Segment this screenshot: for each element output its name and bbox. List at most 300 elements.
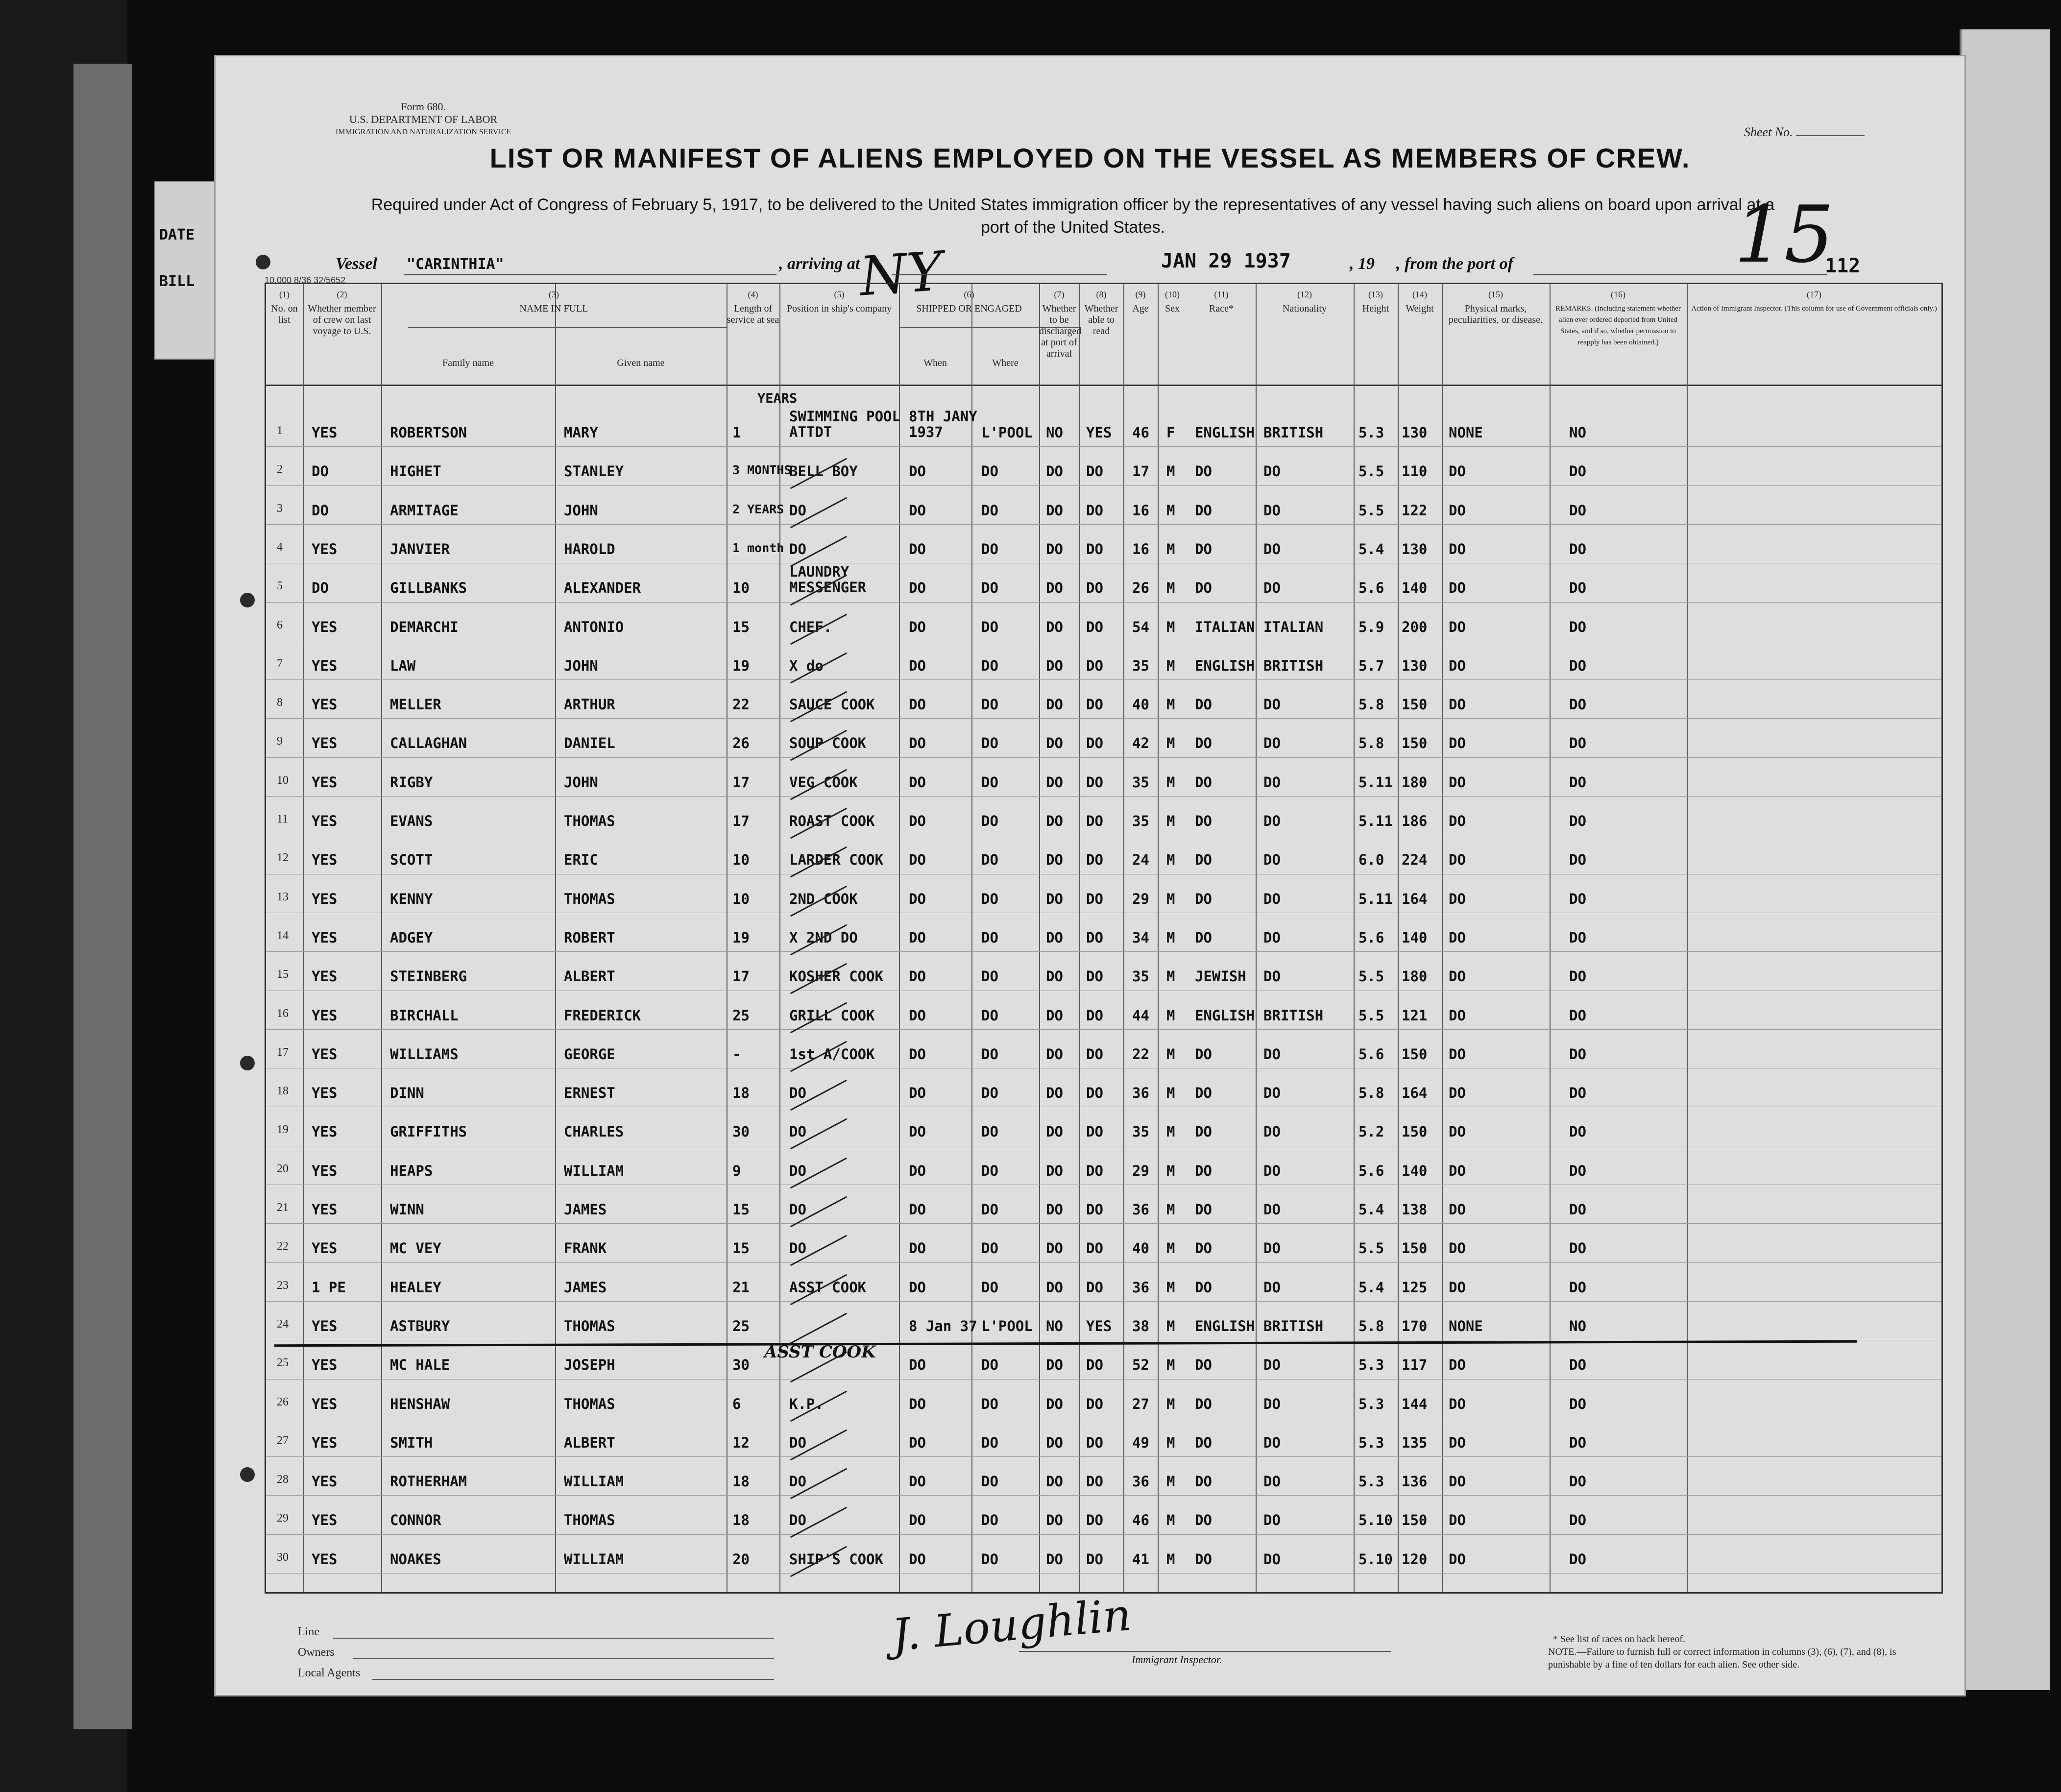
cell-nationality: DO: [1263, 502, 1281, 519]
cell-remarks: NO: [1569, 1317, 1586, 1334]
sheet-label: Sheet No.: [1744, 125, 1793, 139]
cell-sex: M: [1166, 1007, 1175, 1024]
cell-remarks: DO: [1569, 1162, 1586, 1179]
cell-when: DO: [909, 540, 926, 557]
cell-no: 1: [277, 424, 283, 437]
cell-race: DO: [1195, 1240, 1212, 1257]
cell-read: DO: [1086, 929, 1103, 946]
cell-race: DO: [1195, 851, 1212, 869]
cell-remarks: DO: [1569, 1395, 1586, 1412]
cell-no: 7: [277, 657, 283, 670]
cell-age: 34: [1132, 929, 1149, 946]
cell-no: 4: [277, 540, 283, 554]
cell-family: SMITH: [390, 1434, 433, 1451]
cell-where: DO: [981, 851, 998, 869]
cell-race: DO: [1195, 735, 1212, 752]
department-name: U.S. DEPARTMENT OF LABOR: [349, 113, 498, 125]
cell-family: ROBERTSON: [390, 424, 467, 441]
form-number: Form 680.: [401, 100, 446, 113]
cell-discharged: NO: [1046, 1317, 1063, 1334]
vessel-name: "CARINTHIA": [407, 256, 504, 273]
cell-position: DO: [789, 1123, 806, 1140]
cell-marks: DO: [1449, 1395, 1466, 1412]
cell-height: 5.4: [1358, 1201, 1384, 1218]
cell-weight: 164: [1402, 890, 1428, 907]
cell-read: DO: [1086, 1512, 1103, 1529]
column-header-4: [727, 289, 779, 326]
service-name: IMMIGRATION AND NATURALIZATION SERVICE: [336, 128, 511, 136]
cell-member: DO: [312, 502, 329, 519]
cell-when: DO: [909, 1434, 926, 1451]
cell-given: THOMAS: [564, 1512, 615, 1529]
cell-sex: M: [1166, 1279, 1175, 1296]
cell-service: 20: [732, 1550, 750, 1568]
cell-where: DO: [981, 735, 998, 752]
cell-where: DO: [981, 1123, 998, 1140]
cell-position: DO: [789, 1201, 806, 1218]
column-line: [1354, 284, 1355, 1592]
column-number: (16): [1611, 290, 1625, 299]
cell-where: DO: [981, 1356, 998, 1374]
cell-age: 52: [1132, 1356, 1149, 1374]
cell-service: 17: [732, 813, 750, 829]
cell-member: YES: [312, 1512, 338, 1529]
cell-height: 5.3: [1358, 1395, 1384, 1412]
cell-sex: M: [1166, 1240, 1175, 1257]
cell-service: 19: [732, 929, 750, 946]
cell-member: YES: [312, 1007, 338, 1024]
cell-height: 5.3: [1358, 1356, 1384, 1374]
cell-service: 30: [732, 1123, 750, 1140]
cell-service: 10: [732, 851, 750, 869]
cell-remarks: DO: [1569, 1473, 1586, 1490]
port-underline: [1533, 274, 1827, 275]
cell-nationality: DO: [1263, 813, 1281, 829]
cell-where: DO: [981, 1279, 998, 1296]
column-header-9: [1123, 289, 1158, 315]
cell-when: 8TH JANY 1937: [909, 408, 977, 440]
cell-member: YES: [312, 424, 338, 441]
cell-member: YES: [312, 657, 338, 674]
cell-when: DO: [909, 1550, 926, 1568]
cell-race: DO: [1195, 929, 1212, 946]
cell-sex: M: [1166, 1356, 1175, 1374]
cell-service: 1: [732, 424, 741, 441]
row-line: [266, 718, 1941, 719]
cell-weight: 120: [1402, 1550, 1428, 1568]
cell-nationality: DO: [1263, 540, 1281, 557]
cell-where: DO: [981, 696, 998, 713]
cell-remarks: DO: [1569, 657, 1586, 674]
cell-height: 6.0: [1358, 851, 1384, 869]
cell-sex: M: [1166, 1550, 1175, 1568]
column-label: NAME IN FULL: [519, 303, 588, 314]
column-label: Sex: [1165, 303, 1180, 314]
cell-marks: DO: [1449, 735, 1466, 752]
cell-weight: 150: [1402, 1512, 1428, 1529]
cell-sex: M: [1166, 502, 1175, 519]
column-subheader: Given name: [617, 358, 665, 368]
cell-no: 14: [277, 929, 289, 942]
punch-hole: [256, 255, 270, 269]
cell-marks: DO: [1449, 1201, 1466, 1218]
cell-sex: M: [1166, 735, 1175, 752]
cell-where: DO: [981, 1434, 998, 1451]
cell-where: L'POOL: [981, 1317, 1033, 1334]
cell-sex: M: [1166, 1045, 1175, 1063]
cell-sex: M: [1166, 774, 1175, 791]
cell-nationality: DO: [1263, 1045, 1281, 1063]
cell-read: DO: [1086, 1240, 1103, 1257]
row-line: [266, 485, 1941, 486]
cell-weight: 125: [1402, 1279, 1428, 1296]
cell-where: DO: [981, 502, 998, 519]
cell-age: 16: [1132, 540, 1149, 557]
cell-family: WINN: [390, 1201, 424, 1218]
cell-height: 5.5: [1358, 1240, 1384, 1257]
cell-when: DO: [909, 1512, 926, 1529]
cell-no: 12: [277, 851, 289, 865]
side-label-bill: BILL: [159, 273, 195, 290]
cell-given: ERIC: [564, 851, 598, 869]
cell-age: 36: [1132, 1085, 1149, 1102]
cell-marks: DO: [1449, 1279, 1466, 1296]
cell-weight: 121: [1402, 1007, 1428, 1024]
column-label: Action of Immigrant Inspector. (This column for use of Government officials only.): [1691, 305, 1937, 313]
cell-weight: 122: [1402, 502, 1428, 519]
cell-service: -: [732, 1045, 741, 1063]
cell-no: 26: [277, 1395, 289, 1408]
note-text: NOTE.—Failure to furnish full or correct information in columns (3), (6), (7), and (8), is punishable by a fine of ten dollars for each alien. See other side.: [1548, 1647, 1896, 1670]
cell-member: YES: [312, 1473, 338, 1490]
cell-race: DO: [1195, 463, 1212, 480]
column-header-3: [381, 289, 727, 315]
cell-remarks: DO: [1569, 1434, 1586, 1451]
cell-family: DEMARCHI: [390, 618, 459, 635]
cell-nationality: DO: [1263, 851, 1281, 869]
cell-discharged: DO: [1046, 502, 1063, 519]
cell-discharged: DO: [1046, 1123, 1063, 1140]
cell-nationality: DO: [1263, 1279, 1281, 1296]
cell-weight: 138: [1402, 1201, 1428, 1218]
column-header-14: [1398, 289, 1442, 315]
cell-nationality: DO: [1263, 1201, 1281, 1218]
cell-remarks: DO: [1569, 1045, 1586, 1063]
cell-service: 18: [732, 1085, 750, 1102]
cell-read: DO: [1086, 1395, 1103, 1412]
cell-race: DO: [1195, 813, 1212, 829]
cell-discharged: DO: [1046, 1162, 1063, 1179]
punch-hole: [240, 1056, 255, 1070]
column-header-15: [1442, 289, 1550, 326]
cell-discharged: DO: [1046, 1007, 1063, 1024]
cell-height: 5.10: [1358, 1512, 1393, 1529]
column-number: (10): [1165, 290, 1180, 299]
cell-weight: 117: [1402, 1356, 1428, 1374]
cell-remarks: DO: [1569, 696, 1586, 713]
cell-height: 5.10: [1358, 1550, 1393, 1568]
cell-service: 2 YEARS: [732, 502, 784, 516]
cell-member: YES: [312, 1356, 338, 1374]
cell-height: 5.4: [1358, 1279, 1384, 1296]
cell-race: DO: [1195, 540, 1212, 557]
cell-height: 5.6: [1358, 1045, 1384, 1063]
cell-discharged: DO: [1046, 1085, 1063, 1102]
cell-given: CHARLES: [564, 1123, 624, 1140]
arriving-label: , arriving at: [779, 255, 860, 273]
cell-remarks: NO: [1569, 424, 1586, 441]
cell-age: 49: [1132, 1434, 1149, 1451]
cell-where: DO: [981, 1201, 998, 1218]
line-underline: [333, 1638, 774, 1639]
cell-when: DO: [909, 813, 926, 829]
cell-weight: 150: [1402, 1123, 1428, 1140]
cell-weight: 224: [1402, 851, 1428, 869]
cell-weight: 150: [1402, 696, 1428, 713]
cell-read: DO: [1086, 1279, 1103, 1296]
cell-given: THOMAS: [564, 1395, 615, 1412]
cell-age: 35: [1132, 774, 1149, 791]
cell-race: DO: [1195, 1512, 1212, 1529]
cell-no: 16: [277, 1007, 289, 1020]
cell-where: DO: [981, 1162, 998, 1179]
years-label: YEARS: [757, 391, 798, 406]
cell-service: 25: [732, 1317, 750, 1334]
cell-sex: M: [1166, 1317, 1175, 1334]
cell-marks: NONE: [1449, 1317, 1483, 1334]
cell-height: 5.7: [1358, 657, 1384, 674]
cell-remarks: DO: [1569, 502, 1586, 519]
cell-position: X 2ND DO: [789, 929, 858, 946]
cell-height: 5.8: [1358, 696, 1384, 713]
cell-height: 5.5: [1358, 502, 1384, 519]
cell-remarks: DO: [1569, 1550, 1586, 1568]
cell-when: DO: [909, 580, 926, 597]
cell-read: DO: [1086, 1201, 1103, 1218]
cell-position: GRILL COOK: [789, 1007, 875, 1024]
column-label: Age: [1132, 303, 1149, 314]
cell-when: DO: [909, 1045, 926, 1063]
cell-where: DO: [981, 774, 998, 791]
cell-no: 9: [277, 735, 283, 748]
cell-age: 40: [1132, 696, 1149, 713]
cell-given: HAROLD: [564, 540, 615, 557]
cell-race: ITALIAN: [1195, 618, 1255, 635]
cell-nationality: DO: [1263, 929, 1281, 946]
cell-age: 46: [1132, 1512, 1149, 1529]
cell-remarks: DO: [1569, 1240, 1586, 1257]
cell-nationality: DO: [1263, 1434, 1281, 1451]
cell-family: DINN: [390, 1085, 424, 1102]
cell-discharged: DO: [1046, 735, 1063, 752]
cell-member: YES: [312, 1395, 338, 1412]
cell-family: WILLIAMS: [390, 1045, 459, 1063]
cell-when: DO: [909, 1201, 926, 1218]
cell-remarks: DO: [1569, 774, 1586, 791]
row-line: [266, 1534, 1941, 1535]
cell-height: 5.9: [1358, 618, 1384, 635]
cell-weight: 130: [1402, 540, 1428, 557]
cell-family: LAW: [390, 657, 416, 674]
cell-position: DO: [789, 1162, 806, 1179]
owners-label: Owners: [298, 1646, 335, 1659]
cell-given: ALBERT: [564, 1434, 615, 1451]
column-number: (1): [279, 290, 290, 299]
cell-race: DO: [1195, 1123, 1212, 1140]
cell-race: DO: [1195, 1085, 1212, 1102]
cell-nationality: DO: [1263, 968, 1281, 985]
cell-height: 5.11: [1358, 813, 1393, 829]
cell-race: JEWISH: [1195, 968, 1246, 985]
cell-race: DO: [1195, 1201, 1212, 1218]
cell-marks: DO: [1449, 1085, 1466, 1102]
cell-nationality: DO: [1263, 1550, 1281, 1568]
sheet-number: [1744, 125, 1865, 140]
column-line: [1256, 284, 1257, 1592]
cell-height: 5.5: [1358, 463, 1384, 480]
column-header-2: [303, 289, 381, 337]
cell-service: 10: [732, 890, 750, 907]
cell-service: 15: [732, 1240, 750, 1257]
arrival-date-stamp: JAN 29 1937: [1161, 250, 1291, 272]
cell-age: 35: [1132, 657, 1149, 674]
line-label: Line: [298, 1625, 319, 1638]
column-line: [971, 284, 972, 1592]
cell-discharged: DO: [1046, 540, 1063, 557]
cell-position: VEG COOK: [789, 774, 858, 791]
row-line: [266, 1223, 1941, 1224]
cell-no: 3: [277, 502, 283, 515]
cell-remarks: DO: [1569, 1007, 1586, 1024]
cell-given: STANLEY: [564, 463, 624, 480]
cell-read: DO: [1086, 851, 1103, 869]
cell-race: DO: [1195, 1473, 1212, 1490]
column-number: (13): [1368, 290, 1383, 299]
column-label: Whether to be discharged at port of arrival: [1039, 303, 1082, 359]
cell-where: DO: [981, 1240, 998, 1257]
cell-race: ENGLISH: [1195, 424, 1255, 441]
cell-discharged: NO: [1046, 424, 1063, 441]
cell-age: 38: [1132, 1317, 1149, 1334]
row-line: [266, 679, 1941, 680]
cell-given: MARY: [564, 424, 598, 441]
cell-member: YES: [312, 1201, 338, 1218]
cell-discharged: DO: [1046, 1279, 1063, 1296]
cell-discharged: DO: [1046, 618, 1063, 635]
cell-position: K.P.: [789, 1395, 824, 1412]
cell-no: 19: [277, 1123, 289, 1137]
cell-read: DO: [1086, 1123, 1103, 1140]
cell-race: DO: [1195, 1045, 1212, 1063]
cell-read: DO: [1086, 580, 1103, 597]
cell-family: JANVIER: [390, 540, 450, 557]
cell-nationality: ITALIAN: [1263, 618, 1324, 635]
cell-discharged: DO: [1046, 1395, 1063, 1412]
column-label: Whether able to read: [1084, 303, 1118, 337]
cell-given: WILLIAM: [564, 1162, 624, 1179]
cell-no: 22: [277, 1240, 289, 1253]
cell-height: 5.2: [1358, 1123, 1384, 1140]
cell-race: ENGLISH: [1195, 657, 1255, 674]
cell-sex: M: [1166, 657, 1175, 674]
cell-race: DO: [1195, 890, 1212, 907]
cell-member: YES: [312, 618, 338, 635]
cell-member: YES: [312, 1162, 338, 1179]
cell-remarks: DO: [1569, 1085, 1586, 1102]
cell-age: 46: [1132, 424, 1149, 441]
cell-service: 18: [732, 1512, 750, 1529]
cell-service: 6: [732, 1395, 741, 1412]
cell-marks: DO: [1449, 968, 1466, 985]
cell-weight: 130: [1402, 657, 1428, 674]
cell-member: YES: [312, 1434, 338, 1451]
cell-race: DO: [1195, 580, 1212, 597]
cell-family: ARMITAGE: [390, 502, 459, 519]
cell-remarks: DO: [1569, 540, 1586, 557]
row-line: [266, 602, 1941, 603]
cell-nationality: BRITISH: [1263, 424, 1324, 441]
cell-given: ARTHUR: [564, 696, 615, 713]
cell-weight: 180: [1402, 774, 1428, 791]
column-header-13: [1354, 289, 1398, 315]
cell-member: YES: [312, 1123, 338, 1140]
cell-read: DO: [1086, 1162, 1103, 1179]
cell-where: DO: [981, 1395, 998, 1412]
owners-underline: [353, 1658, 774, 1659]
cell-family: HENSHAW: [390, 1395, 450, 1412]
cell-age: 36: [1132, 1279, 1149, 1296]
cell-race: DO: [1195, 696, 1212, 713]
cell-no: 13: [277, 890, 289, 903]
cell-service: 15: [732, 618, 750, 635]
cell-member: YES: [312, 1085, 338, 1102]
cell-service: 9: [732, 1162, 741, 1179]
cell-given: JOHN: [564, 502, 598, 519]
cell-nationality: DO: [1263, 1512, 1281, 1529]
form-identifier: [336, 100, 511, 139]
cell-age: 24: [1132, 851, 1149, 869]
cell-height: 5.11: [1358, 890, 1393, 907]
column-header-8: [1079, 289, 1123, 337]
cell-when: DO: [909, 1279, 926, 1296]
cell-age: 54: [1132, 618, 1149, 635]
column-number: (9): [1135, 290, 1146, 299]
cell-remarks: DO: [1569, 929, 1586, 946]
row-24-handwritten-position: ASST COOK: [764, 1342, 876, 1362]
column-subheader: Family name: [442, 358, 494, 368]
cell-discharged: DO: [1046, 1434, 1063, 1451]
cell-family: RIGBY: [390, 774, 433, 791]
cell-nationality: DO: [1263, 1473, 1281, 1490]
cell-nationality: DO: [1263, 1085, 1281, 1102]
cell-family: NOAKES: [390, 1550, 441, 1568]
cell-weight: 164: [1402, 1085, 1428, 1102]
cell-marks: DO: [1449, 1045, 1466, 1063]
cell-no: 24: [277, 1317, 289, 1331]
cell-marks: DO: [1449, 929, 1466, 946]
column-line: [1550, 284, 1551, 1592]
cell-discharged: DO: [1046, 968, 1063, 985]
cell-nationality: BRITISH: [1263, 657, 1324, 674]
cell-service: 25: [732, 1007, 750, 1024]
cell-position: BELL BOY: [789, 463, 858, 480]
arriving-underline: [892, 274, 1107, 275]
column-header-17: [1687, 289, 1941, 315]
cell-given: THOMAS: [564, 1317, 615, 1334]
column-line: [381, 284, 382, 1592]
column-number: (12): [1297, 290, 1312, 299]
cell-marks: DO: [1449, 1473, 1466, 1490]
